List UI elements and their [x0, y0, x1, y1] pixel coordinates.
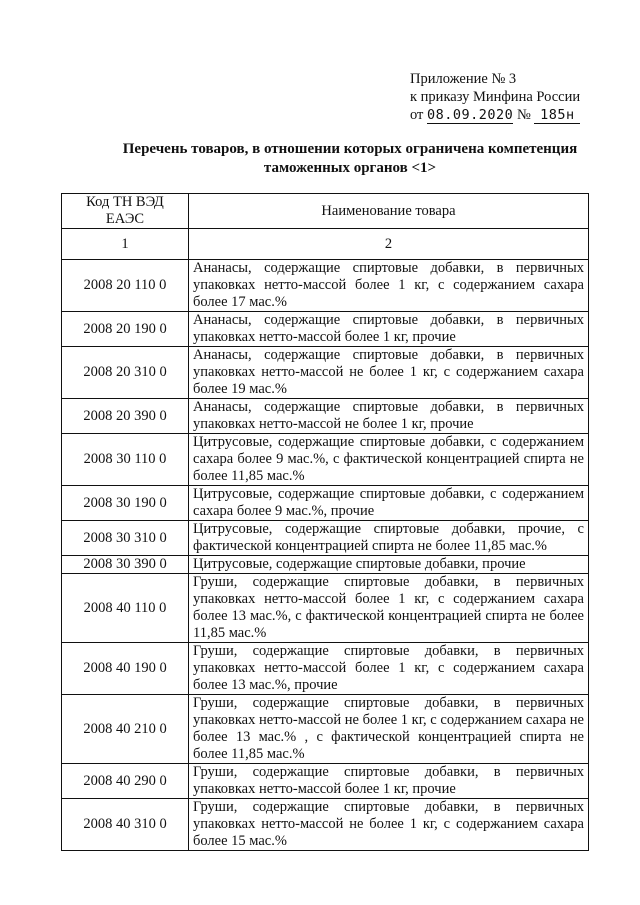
appendix-header [410, 70, 610, 124]
tnved-code: 2008 20 110 0 [62, 260, 189, 312]
tnved-code: 2008 20 310 0 [62, 347, 189, 399]
goods-name: Цитрусовые, содержащие спиртовые добавки, прочие, с фактической концентрацией спирта не более 11,85 мас.% [189, 521, 589, 556]
order-reference: к приказу Минфина России [410, 89, 581, 105]
goods-name: Цитрусовые, содержащие спиртовые добавки, прочие [189, 556, 589, 574]
number-prefix: № [516, 107, 531, 123]
tnved-code: 2008 40 310 0 [62, 799, 189, 851]
table-row [62, 799, 589, 851]
tnved-code: 2008 30 110 0 [62, 434, 189, 486]
goods-name: Груши, содержащие спиртовые добавки, в первичных упаковках нетто-массой более 1 кг, прочие [189, 764, 589, 799]
order-date-line [410, 106, 610, 124]
document-title [110, 140, 590, 178]
column-header-code: Код ТН ВЭД ЕАЭС [62, 194, 189, 229]
goods-name: Груши, содержащие спиртовые добавки, в первичных упаковках нетто-массой не более 1 кг, с содержанием сахара не более 13 мас.% , с фактической концентрацией спирта не более 11,85 мас.% [189, 695, 589, 764]
tnved-code: 2008 40 190 0 [62, 643, 189, 695]
table-row [62, 260, 589, 312]
title-line-2: таможенных органов <1> [263, 160, 437, 176]
table-row [62, 574, 589, 643]
table-row [62, 556, 589, 574]
table-row [62, 764, 589, 799]
tnved-code: 2008 20 190 0 [62, 312, 189, 347]
date-prefix: от [410, 107, 424, 123]
goods-name: Груши, содержащие спиртовые добавки, в первичных упаковках нетто-массой более 1 кг, с содержанием сахара более 13 мас.%, прочие [189, 643, 589, 695]
column-header-name: Наименование товара [189, 194, 589, 229]
appendix-number: Приложение № 3 [410, 71, 517, 87]
order-date: 08.09.2020 [427, 107, 514, 123]
table-header-row [62, 194, 589, 229]
table-row [62, 486, 589, 521]
goods-name: Ананасы, содержащие спиртовые добавки, в первичных упаковках нетто-массой не более 1 кг, с содержанием сахара более 19 мас.% [189, 347, 589, 399]
tnved-code: 2008 40 210 0 [62, 695, 189, 764]
goods-name: Груши, содержащие спиртовые добавки, в первичных упаковках нетто-массой более 1 кг, с содержанием сахара более 13 мас.%, с фактической концентрацией спирта не более 11,85 мас.% [189, 574, 589, 643]
table-row [62, 399, 589, 434]
goods-name: Ананасы, содержащие спиртовые добавки, в первичных упаковках нетто-массой более 1 кг, прочие [189, 312, 589, 347]
table-row [62, 347, 589, 399]
table-row [62, 643, 589, 695]
goods-name: Ананасы, содержащие спиртовые добавки, в первичных упаковках нетто-массой не более 1 кг, прочие [189, 399, 589, 434]
table-row [62, 521, 589, 556]
tnved-code: 2008 30 310 0 [62, 521, 189, 556]
order-number: 185н [534, 108, 580, 124]
column-number-1: 1 [62, 229, 189, 260]
goods-name: Груши, содержащие спиртовые добавки, в первичных упаковках нетто-массой не более 1 кг, с содержанием сахара более 15 мас.% [189, 799, 589, 851]
column-number-2: 2 [189, 229, 589, 260]
tnved-code: 2008 30 190 0 [62, 486, 189, 521]
tnved-code: 2008 20 390 0 [62, 399, 189, 434]
tnved-code: 2008 40 290 0 [62, 764, 189, 799]
goods-name: Цитрусовые, содержащие спиртовые добавки, с содержанием сахара более 9 мас.%, прочие [189, 486, 589, 521]
table-row [62, 695, 589, 764]
column-number-row [62, 229, 589, 260]
tnved-code: 2008 40 110 0 [62, 574, 189, 643]
goods-name: Цитрусовые, содержащие спиртовые добавки, с содержанием сахара более 9 мас.%, с фактической концентрацией спирта не более 11,85 мас.% [189, 434, 589, 486]
goods-table [61, 193, 589, 851]
title-line-1: Перечень товаров, в отношении которых ограничена компетенция [122, 141, 578, 157]
tnved-code: 2008 30 390 0 [62, 556, 189, 574]
table-row [62, 312, 589, 347]
goods-name: Ананасы, содержащие спиртовые добавки, в первичных упаковках нетто-массой более 1 кг, с содержанием сахара более 17 мас.% [189, 260, 589, 312]
table-row [62, 434, 589, 486]
